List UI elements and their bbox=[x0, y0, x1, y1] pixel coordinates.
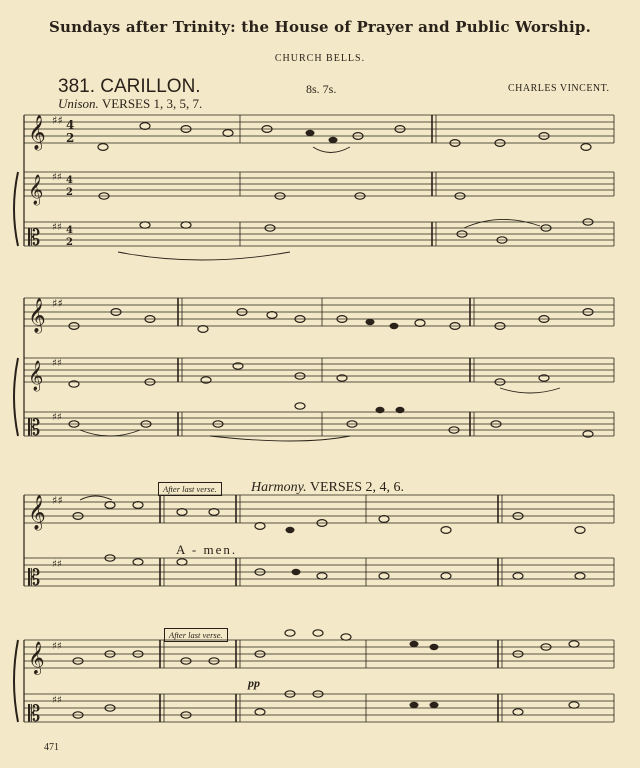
sharp-icon: ♯♯ bbox=[52, 172, 62, 183]
tenor-clef-icon: 𝄡 bbox=[28, 226, 41, 251]
sharp-icon: ♯♯ bbox=[52, 641, 62, 652]
time-signature: 2 bbox=[66, 187, 73, 198]
staff-system-2 bbox=[24, 298, 614, 436]
filled-notes bbox=[286, 130, 439, 708]
amen-lyric: A - men. bbox=[176, 542, 238, 557]
sharp-icon: ♯♯ bbox=[52, 222, 62, 233]
sharp-icon: ♯♯ bbox=[52, 114, 63, 127]
time-signature: 4 bbox=[66, 118, 75, 132]
treble-clef-icon: 𝄞 bbox=[28, 361, 44, 391]
treble-clef-icon: 𝄞 bbox=[28, 298, 46, 333]
page-number: 471 bbox=[44, 742, 59, 753]
brace-system-1 bbox=[14, 172, 18, 246]
page-header: Sundays after Trinity: the House of Prayer and Public Worship. bbox=[49, 18, 591, 36]
notes bbox=[69, 123, 593, 719]
unison-verses: VERSES 1, 3, 5, 7. bbox=[101, 96, 203, 111]
brace-system-3 bbox=[14, 640, 18, 722]
sharp-icon: ♯♯ bbox=[52, 559, 62, 570]
after-last-verse-label: After last verse. bbox=[158, 482, 222, 496]
ties bbox=[80, 147, 560, 500]
unison-label: Unison. bbox=[58, 96, 99, 111]
tenor-clef-icon: 𝄡 bbox=[28, 416, 41, 441]
treble-clef-icon: 𝄞 bbox=[28, 175, 44, 205]
staff-system-3 bbox=[24, 495, 614, 722]
tenor-clef-icon: 𝄡 bbox=[28, 566, 41, 591]
dynamic-marking: pp bbox=[248, 676, 260, 690]
sharp-icon: ♯♯ bbox=[52, 297, 63, 310]
section-subtitle: CHURCH BELLS. bbox=[274, 53, 366, 64]
staff-system-1 bbox=[24, 115, 614, 246]
meter: 8s. 7s. bbox=[306, 82, 337, 96]
time-signature: 4 bbox=[66, 175, 73, 186]
brace-system-2 bbox=[14, 358, 18, 436]
after-last-verse-label-2: After last verse. bbox=[164, 628, 228, 642]
tenor-clef-icon: 𝄡 bbox=[28, 702, 41, 727]
sharp-icon: ♯♯ bbox=[52, 695, 62, 706]
sharp-icon: ♯♯ bbox=[52, 412, 62, 423]
treble-clef-icon: 𝄞 bbox=[28, 641, 45, 674]
harmony-verses: VERSES 2, 4, 6. bbox=[309, 480, 404, 495]
time-signature: 4 bbox=[66, 225, 73, 236]
treble-clef-icon: 𝄞 bbox=[28, 115, 46, 150]
hymn-number: 381. bbox=[58, 76, 95, 97]
time-signature: 2 bbox=[66, 131, 75, 145]
tune-name: CARILLON. bbox=[100, 76, 201, 97]
composer: CHARLES VINCENT. bbox=[508, 83, 610, 94]
sharp-icon: ♯♯ bbox=[52, 358, 62, 369]
time-signature: 2 bbox=[66, 237, 73, 248]
treble-clef-icon: 𝄞 bbox=[28, 495, 46, 530]
harmony-label: Harmony. bbox=[251, 480, 307, 495]
sharp-icon: ♯♯ bbox=[52, 494, 63, 507]
